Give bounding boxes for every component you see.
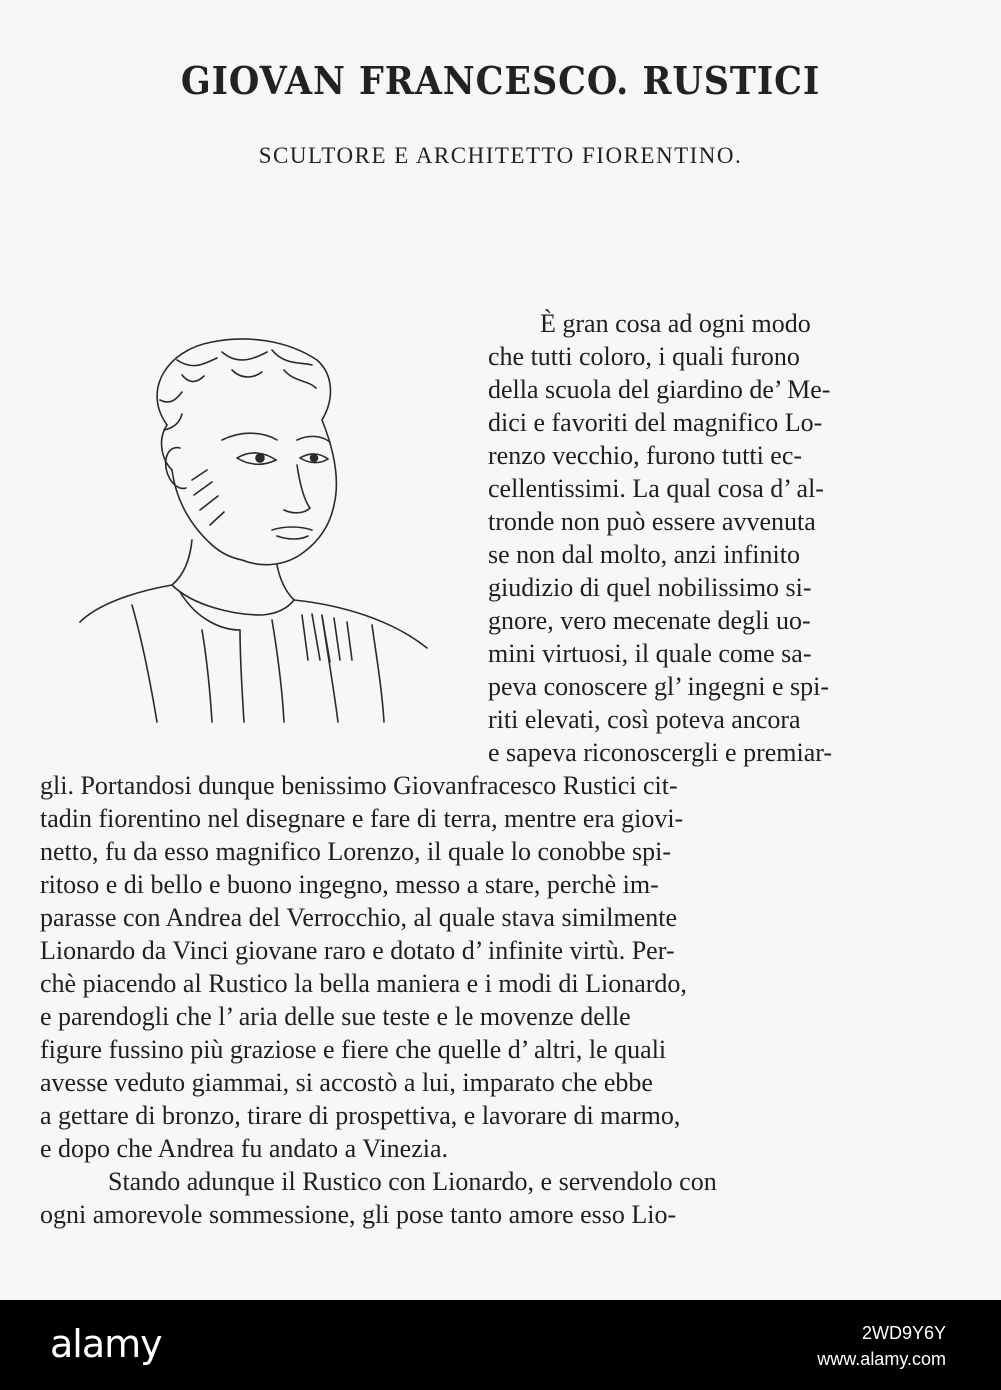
text-line: avesse veduto giammai, si accostò a lui, imparato che ebbe [40,1068,653,1097]
text-line: e parendogli che l’ aria delle sue teste e le movenze delle [40,1002,631,1031]
text-line: della scuola del giardino de’ Me- [488,375,831,404]
text-line: ritoso e di bello e buono ingegno, messo a stare, perchè im- [40,870,659,899]
text-line: dici e favoriti del magnifico Lo- [488,408,823,437]
text-line: e dopo che Andrea fu andato a Vinezia. [40,1134,449,1163]
page-subtitle: SCULTORE E ARCHITETTO FIORENTINO. [258,143,743,168]
watermark-bar [0,1300,1001,1390]
text-line: È gran cosa ad ogni modo [540,309,811,338]
text-line: riti elevati, così poteva ancora [488,705,801,734]
page-title: GIOVAN FRANCESCO. RUSTICI [180,58,821,103]
text-line: Lionardo da Vinci giovane raro e dotato d’ infinite virtù. Per- [40,936,675,965]
site-url: www.alamy.com [817,1349,946,1369]
text-line: ogni amorevole sommessione, gli pose tanto amore esso Lio- [40,1200,677,1229]
text-line: e sapeva riconoscergli e premiar- [488,738,833,767]
text-line: giudizio di quel nobilissimo si- [488,573,812,602]
text-line: peva conoscere gl’ ingegni e spi- [488,672,829,701]
alamy-logo: alamy [50,1322,162,1366]
portrait-engraving [72,330,442,730]
text-line: che tutti coloro, i quali furono [488,342,800,371]
text-line: gli. Portandosi dunque benissimo Giovanfracesco Rustici cit- [40,771,678,800]
text-line: renzo vecchio, furono tutti ec- [488,441,803,470]
image-id: 2WD9Y6Y [861,1323,946,1343]
text-line: parasse con Andrea del Verrocchio, al quale stava similmente [40,903,678,932]
text-line: gnore, vero mecenate degli uo- [488,606,811,635]
text-line: tadin fiorentino nel disegnare e fare di terra, mentre era giovi- [40,804,684,833]
text-line: se non dal molto, anzi infinito [488,540,800,569]
text-line: mini virtuosi, il quale come sa- [488,639,812,668]
text-line: Stando adunque il Rustico con Lionardo, e servendolo con [108,1167,717,1196]
text-line: cellentissimi. La qual cosa d’ al- [488,474,824,503]
text-line: chè piacendo al Rustico la bella maniera e i modi di Lionardo, [40,969,687,998]
watermark-info [817,1320,946,1372]
text-line: figure fussino più graziose e fiere che quelle d’ altri, le quali [40,1035,667,1064]
text-line: netto, fu da esso magnifico Lorenzo, il quale lo conobbe spi- [40,837,672,866]
text-line: a gettare di bronzo, tirare di prospettiva, e lavorare di marmo, [40,1101,681,1130]
text-line: tronde non può essere avvenuta [488,507,816,536]
